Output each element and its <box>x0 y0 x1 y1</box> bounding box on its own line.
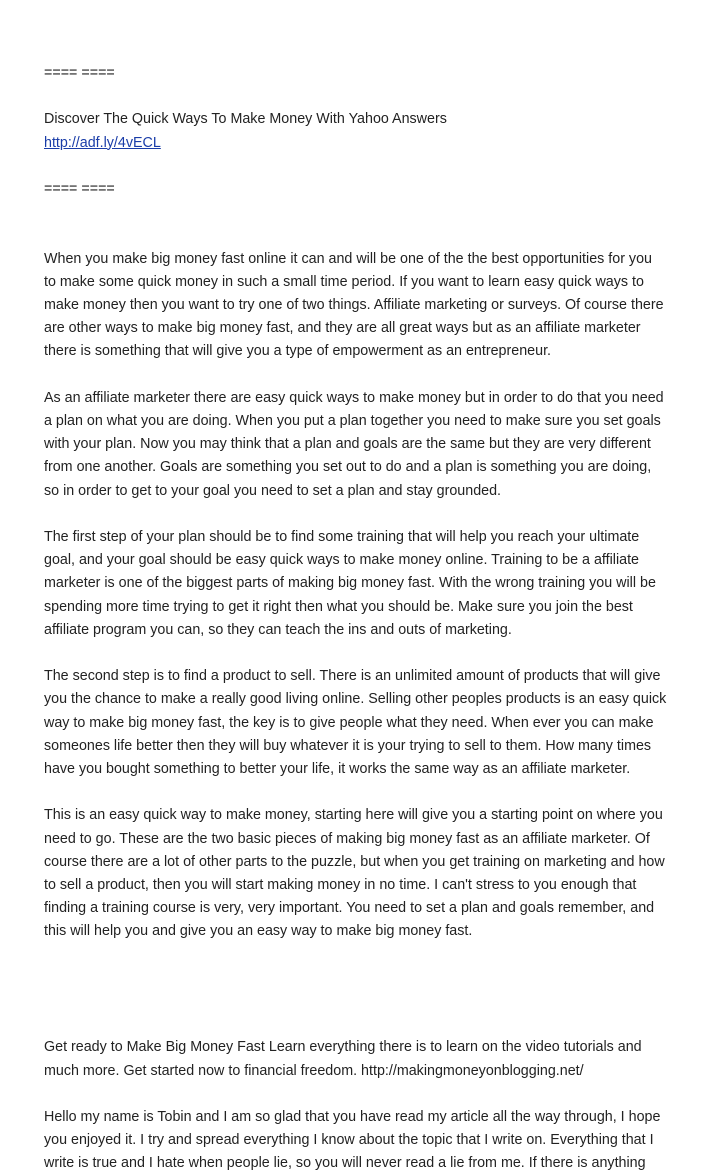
body-paragraph-3 <box>44 526 694 642</box>
paragraph-line: This is an easy quick way to make money, starting here will give you a starting point on where you <box>44 807 663 824</box>
paragraph-line: you enjoyed it. I try and spread everything I know about the topic that I write on. Everything that I <box>44 1132 654 1149</box>
paragraph-line: When you make big money fast online it can and will be one of the the best opportunities for you <box>44 250 652 267</box>
separator-top: ==== ==== <box>44 65 115 81</box>
paragraph-line: affiliate program you can, so they can teach the ins and outs of marketing. <box>44 621 512 638</box>
body-paragraph-1 <box>44 248 694 364</box>
author-bio-paragraph <box>44 1106 694 1176</box>
paragraph-line: much more. Get started now to financial freedom. http://makingmoneyonblogging.net/ <box>44 1062 584 1079</box>
body-paragraph-4 <box>44 665 694 781</box>
paragraph-line: so in order to get to your goal you need to set a plan and stay grounded. <box>44 482 502 499</box>
paragraph-line: this will help you and give you an easy way to make big money fast. <box>44 923 473 940</box>
paragraph-line: way to make big money fast, the key is to give people what they need. When ever you can make <box>44 714 654 731</box>
article-title: Discover The Quick Ways To Make Money With Yahoo Answers <box>44 111 447 128</box>
paragraph-line: with your plan. Now you may think that a plan and goals are the same but they are very different <box>44 436 651 453</box>
paragraph-line: spending more time trying to get it right then what you should be. Make sure you join the best <box>44 598 633 615</box>
paragraph-line: marketer is one of the biggest parts of making big money fast. With the wrong training you will be <box>44 575 656 592</box>
paragraph-line: a plan on what you are doing. When you put a plan together you need to make sure you set goals <box>44 412 661 429</box>
paragraph-line: are other ways to make big money fast, and they are all great ways but as an affiliate marketer <box>44 320 641 337</box>
paragraph-line: course there are a lot of other parts to the puzzle, but when you get training on marketing and how <box>44 853 665 870</box>
paragraph-line: Get ready to Make Big Money Fast Learn everything there is to learn on the video tutorials and <box>44 1039 642 1056</box>
paragraph-line: have you bought something to better your life, it works the same way as an affiliate marketer. <box>44 760 631 777</box>
paragraph-line: As an affiliate marketer there are easy quick ways to make money but in order to do that you need <box>44 389 664 406</box>
paragraph-line: need to go. These are the two basic pieces of making big money fast as an affiliate marketer. Of <box>44 830 650 847</box>
article-link[interactable]: http://adf.ly/4vECL <box>44 134 161 151</box>
paragraph-line: The second step is to find a product to sell. There is an unlimited amount of products that will give <box>44 668 661 685</box>
paragraph-line: to make some quick money in such a small time period. If you want to learn easy quick ways to <box>44 273 644 290</box>
paragraph-line: The first step of your plan should be to find some training that will help you reach your ultimate <box>44 528 640 545</box>
paragraph-line: to sell a product, then you will start making money in no time. I can't stress to you enough that <box>44 876 637 893</box>
paragraph-line: you the chance to make a really good living online. Selling other peoples products is an easy quick <box>44 691 667 708</box>
separator-bottom: ==== ==== <box>44 180 115 197</box>
body-paragraph-5 <box>44 804 694 943</box>
author-promo-paragraph <box>44 1036 694 1082</box>
paragraph-line: make money then you want to try one of two things. Affiliate marketing or surveys. Of course there <box>44 296 664 313</box>
body-paragraph-2 <box>44 387 694 503</box>
paragraph-line: finding a training course is very, very important. You need to set a plan and goals remember, and <box>44 900 655 917</box>
paragraph-line: goal, and your goal should be easy quick ways to make money online. Training to be a affiliate <box>44 552 640 569</box>
paragraph-line: from one another. Goals are something you set out to do and a plan is something you are doing, <box>44 459 652 476</box>
paragraph-line: write is true and I hate when people lie, so you will never read a lie from me. If there is anything <box>44 1155 646 1172</box>
article-page <box>44 62 694 1176</box>
paragraph-line: Hello my name is Tobin and I am so glad that you have read my article all the way through, I hope <box>44 1108 661 1125</box>
paragraph-line: someones life better then they will buy whatever it is your trying to sell to them. How many times <box>44 737 652 754</box>
paragraph-line: there is something that will give you a type of empowerment as an entrepreneur. <box>44 343 552 360</box>
